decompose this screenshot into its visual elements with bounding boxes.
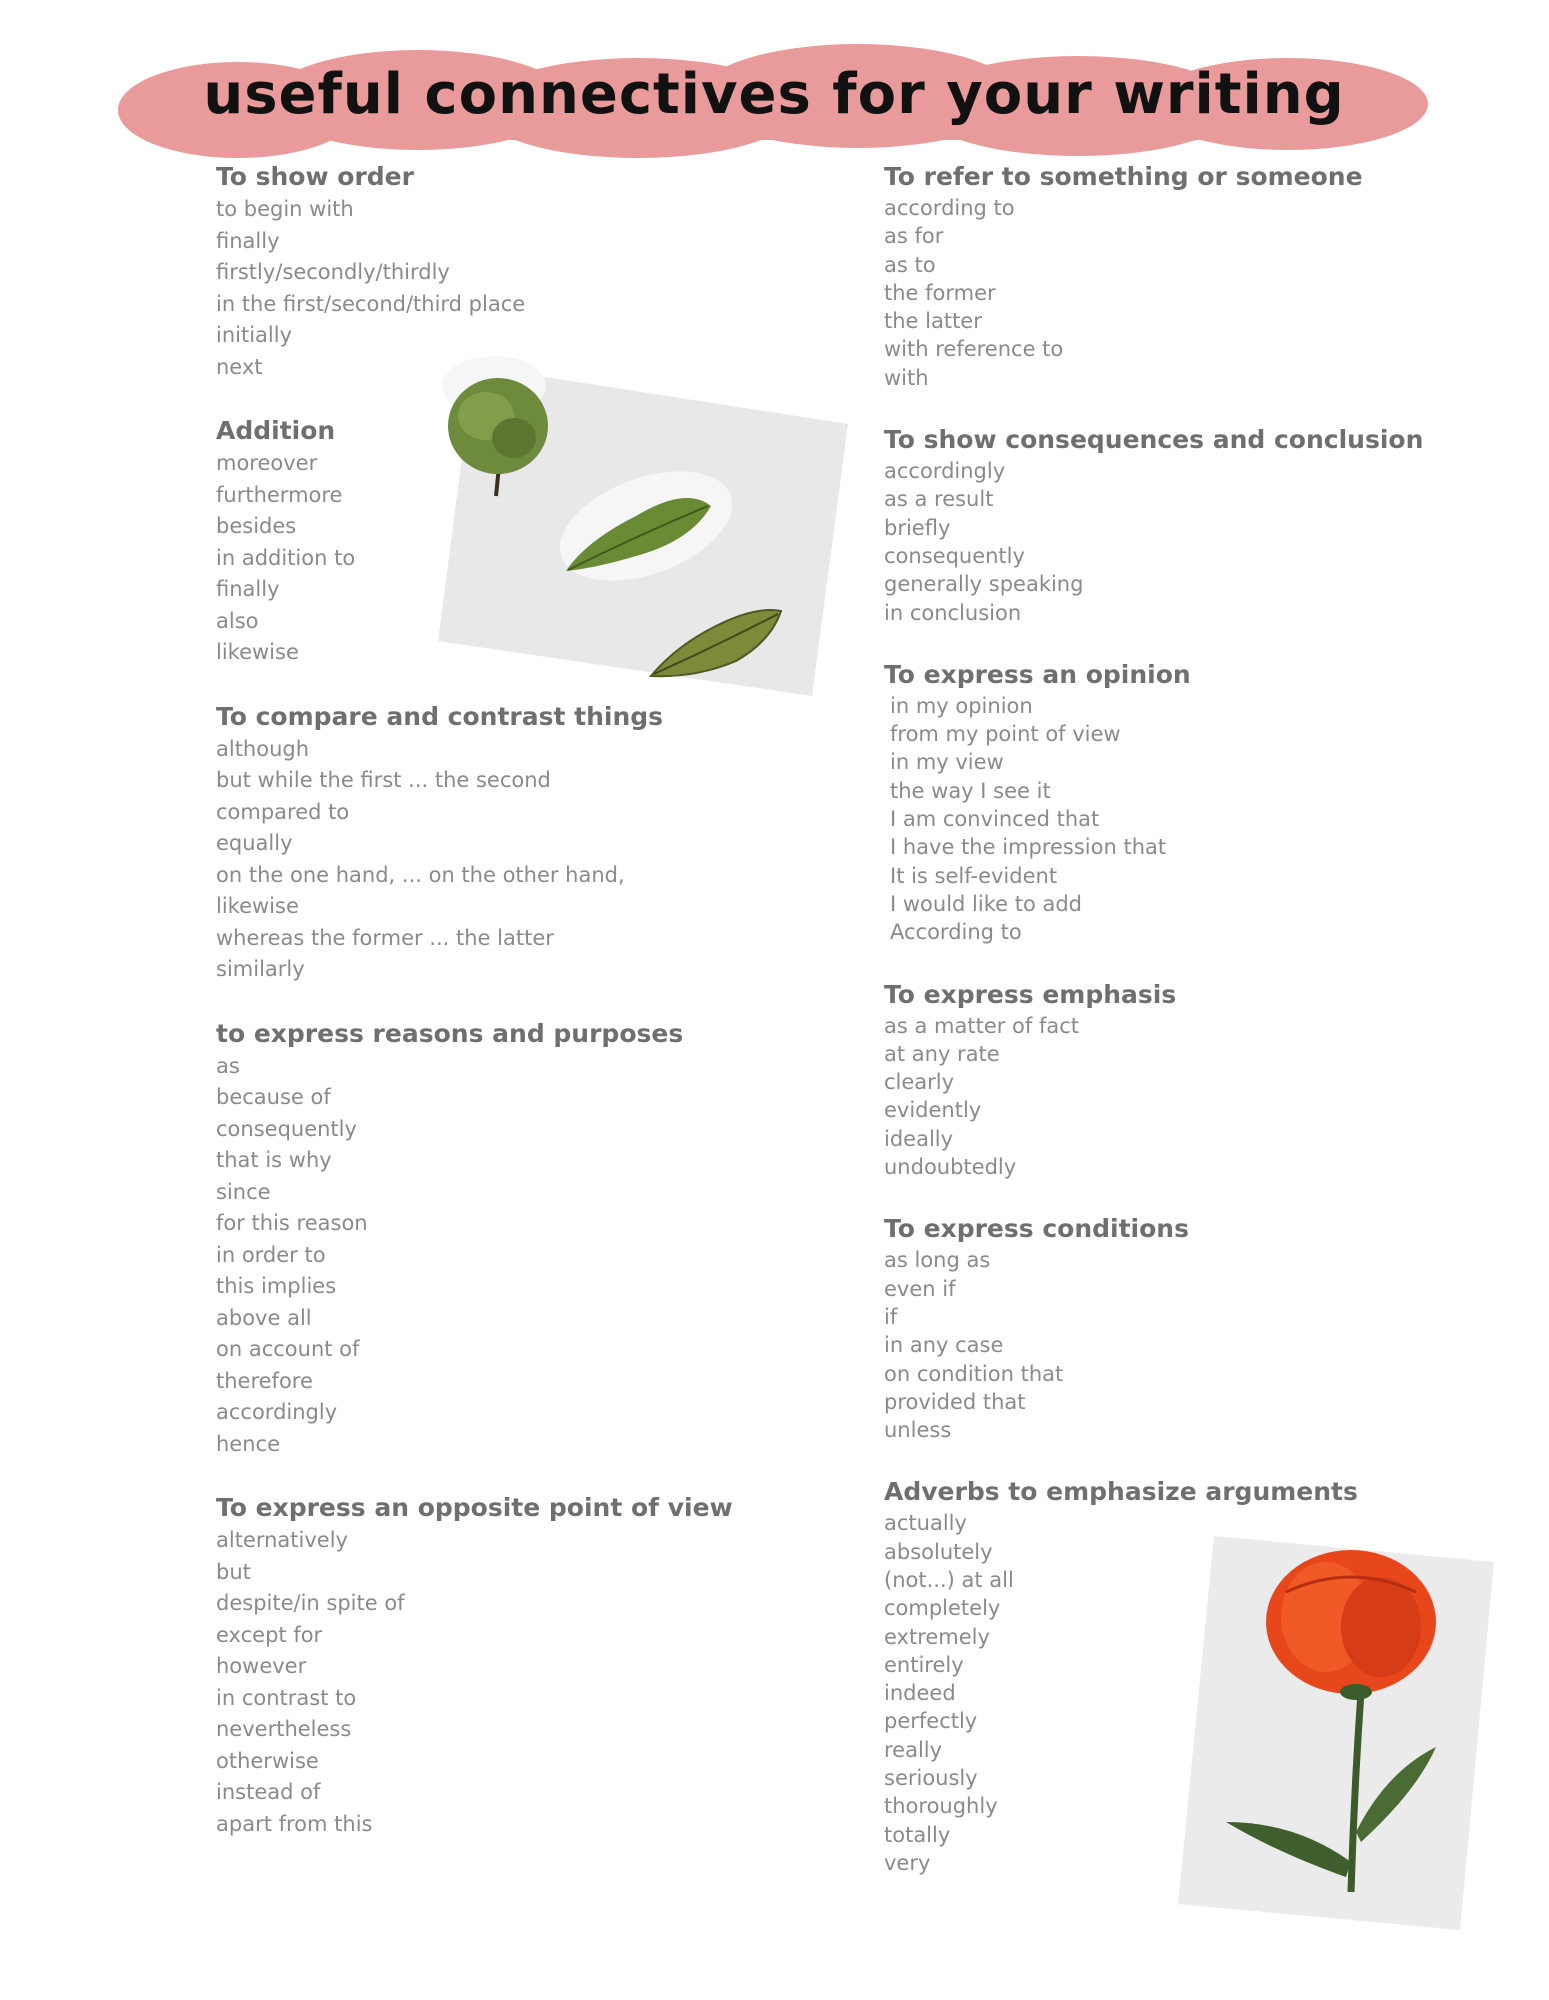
section-heading: Addition bbox=[216, 416, 336, 445]
section-heading: Adverbs to emphasize arguments bbox=[884, 1477, 1358, 1507]
connective-item: on the one hand, ... on the other hand, bbox=[216, 862, 625, 887]
connective-item: nevertheless bbox=[216, 1717, 352, 1741]
connective-item: in addition to bbox=[216, 545, 356, 570]
connective-item: similarly bbox=[216, 957, 305, 981]
connective-item: hence bbox=[216, 1431, 281, 1456]
connective-item: despite/in spite of bbox=[216, 1591, 405, 1615]
section-heading: to express reasons and purposes bbox=[216, 1018, 684, 1048]
connective-item: ideally bbox=[884, 1126, 954, 1151]
connective-item: firstly/secondly/thirdly bbox=[216, 260, 450, 284]
connective-item: in the first/second/third place bbox=[216, 291, 526, 316]
connective-item: on condition that bbox=[884, 1361, 1064, 1386]
connective-item: instead of bbox=[216, 1780, 321, 1804]
connective-item: (not...) at all bbox=[884, 1567, 1014, 1592]
connective-item: entirely bbox=[884, 1652, 964, 1677]
connective-item: otherwise bbox=[216, 1748, 319, 1773]
connective-item: although bbox=[216, 736, 310, 761]
connective-list bbox=[216, 1051, 776, 1461]
connective-item: because of bbox=[216, 1085, 331, 1109]
connective-item: at any rate bbox=[884, 1041, 1000, 1066]
connective-item: in order to bbox=[216, 1242, 326, 1267]
connective-item: furthermore bbox=[216, 482, 343, 507]
connective-item: I would like to add bbox=[890, 891, 1083, 916]
connective-item: seriously bbox=[884, 1766, 978, 1791]
connective-item: whereas the former ... the latter bbox=[216, 925, 554, 950]
poppy-illustration bbox=[1176, 1532, 1498, 1932]
connective-item: consequently bbox=[216, 1116, 357, 1141]
connective-item: thoroughly bbox=[884, 1794, 998, 1819]
section-to-express-an-opinion bbox=[884, 658, 1444, 947]
leaves-illustration bbox=[436, 356, 848, 706]
connective-item: except for bbox=[216, 1622, 323, 1647]
connective-item: extremely bbox=[884, 1624, 990, 1649]
connective-item: finally bbox=[216, 577, 280, 601]
connective-item: accordingly bbox=[216, 1400, 338, 1424]
connective-item: I have the impression that bbox=[890, 835, 1167, 860]
section-heading: To compare and contrast things bbox=[216, 701, 664, 731]
title-banner bbox=[118, 30, 1430, 170]
connective-item: also bbox=[216, 608, 259, 633]
connective-item: apart from this bbox=[216, 1811, 373, 1836]
connective-item: evidently bbox=[884, 1098, 982, 1123]
connective-item: as a result bbox=[884, 487, 994, 512]
connective-item: however bbox=[216, 1654, 307, 1678]
connective-item: in my view bbox=[890, 750, 1004, 775]
connective-item: According to bbox=[890, 920, 1022, 945]
connective-item: consequently bbox=[884, 543, 1025, 568]
connective-item: alternatively bbox=[216, 1528, 348, 1552]
connective-list bbox=[884, 457, 1444, 627]
connective-item: absolutely bbox=[884, 1539, 993, 1564]
connective-item: likewise bbox=[216, 894, 299, 918]
connective-item: provided that bbox=[884, 1389, 1026, 1414]
connective-item: besides bbox=[216, 514, 297, 538]
section-heading: To express conditions bbox=[884, 1214, 1189, 1244]
connective-item: as for bbox=[884, 224, 944, 249]
connective-item: It is self-evident bbox=[890, 863, 1058, 888]
connective-item: as bbox=[216, 1053, 240, 1078]
section-heading: To show order bbox=[216, 162, 414, 191]
section-to-express-reasons-and-purposes bbox=[216, 1017, 776, 1461]
connective-list bbox=[884, 692, 1444, 947]
connective-item: the way I see it bbox=[890, 778, 1051, 803]
section-heading: To express emphasis bbox=[884, 979, 1177, 1009]
section-heading: To express an opinion bbox=[884, 659, 1191, 689]
connective-item: likewise bbox=[216, 640, 299, 664]
connective-item: completely bbox=[884, 1596, 1001, 1621]
connective-item: but while the first ... the second bbox=[216, 768, 551, 792]
connective-item: moreover bbox=[216, 451, 318, 475]
connective-list bbox=[884, 1012, 1444, 1182]
connective-item: in conclusion bbox=[884, 600, 1022, 625]
connective-item: very bbox=[884, 1850, 931, 1875]
connective-item: I am convinced that bbox=[890, 807, 1100, 832]
connective-item: actually bbox=[884, 1511, 967, 1536]
connective-item: undoubtedly bbox=[884, 1155, 1017, 1180]
connective-list bbox=[216, 734, 776, 986]
connective-item: this implies bbox=[216, 1274, 337, 1298]
connective-item: really bbox=[884, 1737, 943, 1762]
page-title: useful connectives for your writing bbox=[203, 61, 1345, 127]
section-to-compare-and-contrast-things bbox=[216, 700, 776, 986]
connective-item: compared to bbox=[216, 799, 350, 824]
connective-item: finally bbox=[216, 228, 280, 253]
connective-list bbox=[884, 1246, 1444, 1444]
connective-item: the former bbox=[884, 280, 996, 305]
connective-item: that is why bbox=[216, 1148, 332, 1172]
connective-list bbox=[216, 1525, 776, 1840]
connective-item: as to bbox=[884, 252, 936, 277]
connective-item: in contrast to bbox=[216, 1685, 357, 1710]
connective-item: in any case bbox=[884, 1333, 1004, 1358]
connective-item: initially bbox=[216, 323, 293, 347]
connective-list bbox=[216, 194, 776, 383]
section-to-show-consequences-and-conclusion bbox=[884, 423, 1444, 627]
connective-item: in my opinion bbox=[890, 693, 1033, 718]
section-to-express-an-opposite-point-of-view bbox=[216, 1491, 776, 1840]
section-to-express-conditions bbox=[884, 1212, 1444, 1444]
section-heading: To express an opposite point of view bbox=[216, 1493, 733, 1522]
connective-item: since bbox=[216, 1179, 271, 1204]
connective-item: briefly bbox=[884, 515, 951, 540]
connective-list bbox=[884, 194, 1444, 392]
connective-item: even if bbox=[884, 1276, 956, 1301]
connective-item: with bbox=[884, 365, 929, 390]
connective-item: above all bbox=[216, 1305, 312, 1330]
connective-item: as a matter of fact bbox=[884, 1013, 1080, 1038]
connective-item: as long as bbox=[884, 1248, 991, 1273]
connective-item: according to bbox=[884, 196, 1015, 220]
connective-item: from my point of view bbox=[890, 722, 1121, 747]
connective-item: unless bbox=[884, 1418, 952, 1443]
connective-item: the latter bbox=[884, 309, 982, 334]
connective-item: but bbox=[216, 1559, 251, 1584]
connective-item: next bbox=[216, 354, 263, 379]
connective-item: therefore bbox=[216, 1368, 313, 1393]
connective-item: for this reason bbox=[216, 1211, 368, 1235]
section-to-show-order bbox=[216, 160, 776, 383]
connective-item: if bbox=[884, 1304, 898, 1329]
connective-item: accordingly bbox=[884, 459, 1006, 484]
connective-item: indeed bbox=[884, 1681, 956, 1706]
section-heading: To show consequences and conclusion bbox=[884, 425, 1424, 455]
connective-item: to begin with bbox=[216, 197, 354, 221]
connective-item: perfectly bbox=[884, 1709, 978, 1734]
section-to-refer-to-something-or-someone bbox=[884, 160, 1444, 392]
section-to-express-emphasis bbox=[884, 978, 1444, 1182]
connective-item: generally speaking bbox=[884, 572, 1084, 597]
connective-item: on account of bbox=[216, 1337, 360, 1361]
section-heading: To refer to something or someone bbox=[884, 162, 1363, 191]
connective-item: totally bbox=[884, 1822, 951, 1847]
connective-item: with reference to bbox=[884, 337, 1064, 362]
connective-item: clearly bbox=[884, 1070, 955, 1095]
connective-item: equally bbox=[216, 831, 293, 855]
